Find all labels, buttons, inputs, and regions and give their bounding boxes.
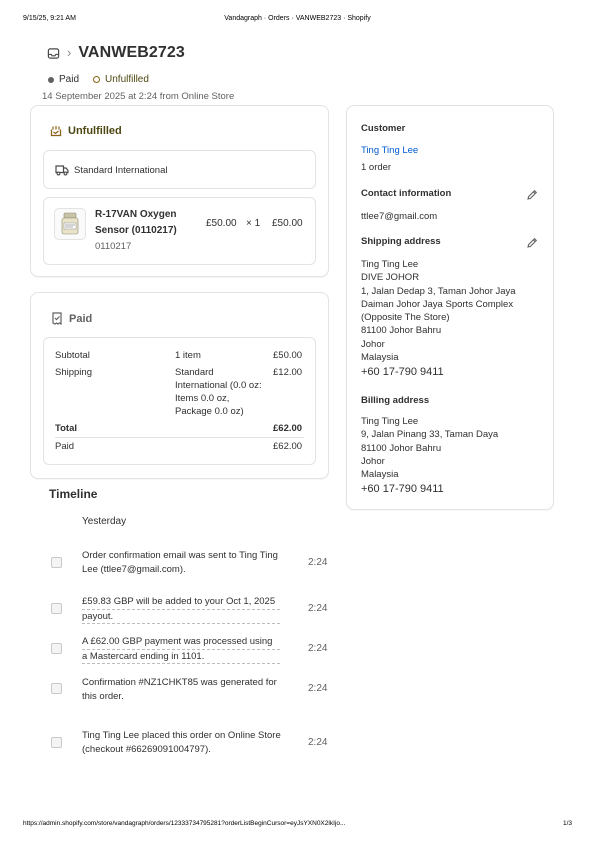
- billing-address: [361, 415, 498, 481]
- timeline-event-text[interactable]: [82, 635, 292, 664]
- subtotal-value: £50.00: [273, 350, 303, 361]
- customer-heading: Customer: [361, 123, 406, 134]
- address-line: 9, Jalan Pinang 33, Taman Daya: [361, 429, 499, 441]
- product-line-total: £50.00: [272, 218, 303, 229]
- shipping-desc-line2: International (0.0 oz:: [175, 380, 262, 391]
- customer-name-link[interactable]: Ting Ting Lee: [361, 145, 419, 156]
- customer-card: [346, 105, 554, 510]
- payment-heading: Paid: [69, 312, 93, 325]
- payment-divider: [55, 437, 304, 438]
- address-line: Ting Ting Lee: [361, 259, 419, 270]
- paid-label: Paid: [55, 441, 75, 452]
- timeline-event-time: 2:24: [308, 603, 328, 614]
- paid-dot-icon: [48, 77, 54, 83]
- shipping-desc-line3: Items 0.0 oz,: [175, 393, 230, 404]
- timeline-event-text: [82, 676, 292, 703]
- billing-phone: +60 17-790 9411: [361, 483, 444, 495]
- pencil-icon[interactable]: [526, 189, 538, 201]
- timeline-event-time: 2:24: [308, 737, 328, 748]
- address-line: Daiman Johor Jaya Sports Complex: [361, 298, 514, 310]
- timeline-event-text[interactable]: [82, 595, 292, 624]
- product-sku: 0110217: [95, 241, 132, 252]
- print-header: [23, 15, 572, 25]
- timeline-checkbox[interactable]: [51, 603, 62, 614]
- contact-email[interactable]: ttlee7@gmail.com: [361, 211, 438, 222]
- address-line: Johor: [361, 455, 385, 467]
- shipping-label: Shipping: [55, 367, 92, 378]
- unfulfilled-ring-icon: [93, 76, 100, 83]
- shipping-desc-line1: Standard: [175, 367, 214, 378]
- payment-status-label: Paid: [59, 74, 80, 85]
- total-label: Total: [55, 423, 77, 434]
- shipping-method-box: [43, 150, 316, 189]
- shipping-phone: +60 17-790 9411: [361, 366, 444, 378]
- shipping-desc-line4: Package 0.0 oz): [175, 406, 244, 417]
- print-footer: [23, 820, 572, 830]
- timeline-event-time: 2:24: [308, 643, 328, 654]
- timeline-checkbox[interactable]: [51, 683, 62, 694]
- shipping-value: £12.00: [273, 367, 303, 378]
- customer-order-count[interactable]: 1 order: [361, 162, 392, 173]
- product-name-line2[interactable]: Sensor (0110217): [95, 225, 177, 236]
- address-line: Johor: [361, 338, 385, 350]
- payment-header: [51, 312, 92, 325]
- contact-heading: Contact information: [361, 188, 452, 199]
- shipping-address: [361, 258, 516, 364]
- timeline-event-line: this order.: [82, 690, 124, 702]
- timeline-event-time: 2:24: [308, 683, 328, 694]
- truck-icon: [55, 164, 69, 176]
- paid-value: £62.00: [273, 441, 303, 452]
- timeline-event-text: [82, 549, 292, 576]
- print-title: Vandagraph · Orders · VANWEB2723 · Shopify: [224, 15, 371, 22]
- address-line: DIVE JOHOR: [361, 272, 420, 284]
- timeline-event-line: A £62.00 GBP payment was processed using: [82, 635, 280, 650]
- inbox-icon[interactable]: [47, 47, 60, 60]
- timeline-event-line: a Mastercard ending in 1101.: [82, 650, 280, 665]
- print-url: https://admin.shopify.com/store/vandagraph/orders/12333734795281?orderListBeginCursor=eyJsYXN0X2lkIjo...: [23, 820, 346, 827]
- line-item-box: [43, 197, 316, 265]
- address-line: Malaysia: [361, 352, 399, 364]
- timeline-checkbox[interactable]: [51, 643, 62, 654]
- subtotal-label: Subtotal: [55, 350, 90, 361]
- shipping-address-heading: Shipping address: [361, 236, 441, 247]
- package-unfulfilled-icon: [50, 125, 62, 137]
- oxygen-sensor-image: [55, 209, 85, 239]
- order-title-row: [47, 44, 185, 62]
- page-title: VANWEB2723: [78, 44, 185, 61]
- product-thumbnail[interactable]: [54, 208, 86, 240]
- address-line: (Opposite The Store): [361, 312, 450, 324]
- breadcrumb-chevron-icon: ›: [67, 45, 72, 60]
- timeline-event-line: (checkout #66269091004797).: [82, 743, 211, 755]
- fulfillment-heading: Unfulfilled: [68, 125, 122, 137]
- address-line: 81100 Johor Bahru: [361, 442, 442, 454]
- timeline-event-text: [82, 729, 292, 756]
- timeline-event-line: Lee (ttlee7@gmail.com).: [82, 563, 186, 575]
- print-page-number: 1/3: [562, 820, 572, 827]
- product-unit-price: £50.00: [206, 218, 237, 229]
- payment-status-badge: [48, 74, 79, 85]
- timeline-event-time: 2:24: [308, 557, 328, 568]
- receipt-icon: [51, 312, 63, 325]
- timeline-event-line: payout.: [82, 610, 280, 625]
- address-line: Ting Ting Lee: [361, 416, 419, 427]
- pencil-icon[interactable]: [526, 237, 538, 249]
- payment-card: [30, 292, 329, 479]
- payment-summary-box: [43, 337, 316, 465]
- fulfillment-status-badge: [93, 74, 149, 85]
- timeline-checkbox[interactable]: [51, 557, 62, 568]
- timeline-event-line: £59.83 GBP will be added to your Oct 1, 2025: [82, 595, 280, 610]
- subtotal-desc: 1 item: [175, 350, 201, 361]
- timeline-heading: Timeline: [49, 487, 98, 501]
- address-line: 81100 Johor Bahru: [361, 325, 442, 337]
- timeline-day: Yesterday: [82, 516, 127, 527]
- timeline-event-line: Confirmation #NZ1CHKT85 was generated for: [82, 677, 277, 688]
- billing-address-heading: Billing address: [361, 395, 430, 406]
- fulfillment-card: [30, 105, 329, 277]
- timeline-event-line: Order confirmation email was sent to Ting Ting: [82, 550, 278, 561]
- total-value: £62.00: [273, 423, 303, 434]
- address-line: 1, Jalan Dedap 3, Taman Johor Jaya: [361, 285, 516, 297]
- shipping-method-label: Standard International: [74, 165, 168, 176]
- timeline-checkbox[interactable]: [51, 737, 62, 748]
- print-datetime: 9/15/25, 9:21 AM: [23, 15, 76, 22]
- order-date-source: 14 September 2025 at 2:24 from Online Store: [42, 91, 235, 102]
- product-name-line1[interactable]: R-17VAN Oxygen: [95, 209, 177, 220]
- address-line: Malaysia: [361, 469, 399, 481]
- timeline-event-line: Ting Ting Lee placed this order on Online Store: [82, 730, 281, 741]
- fulfillment-header: [50, 125, 122, 137]
- status-badges: [48, 74, 149, 85]
- product-quantity: × 1: [246, 218, 261, 229]
- fulfillment-status-label: Unfulfilled: [105, 74, 149, 85]
